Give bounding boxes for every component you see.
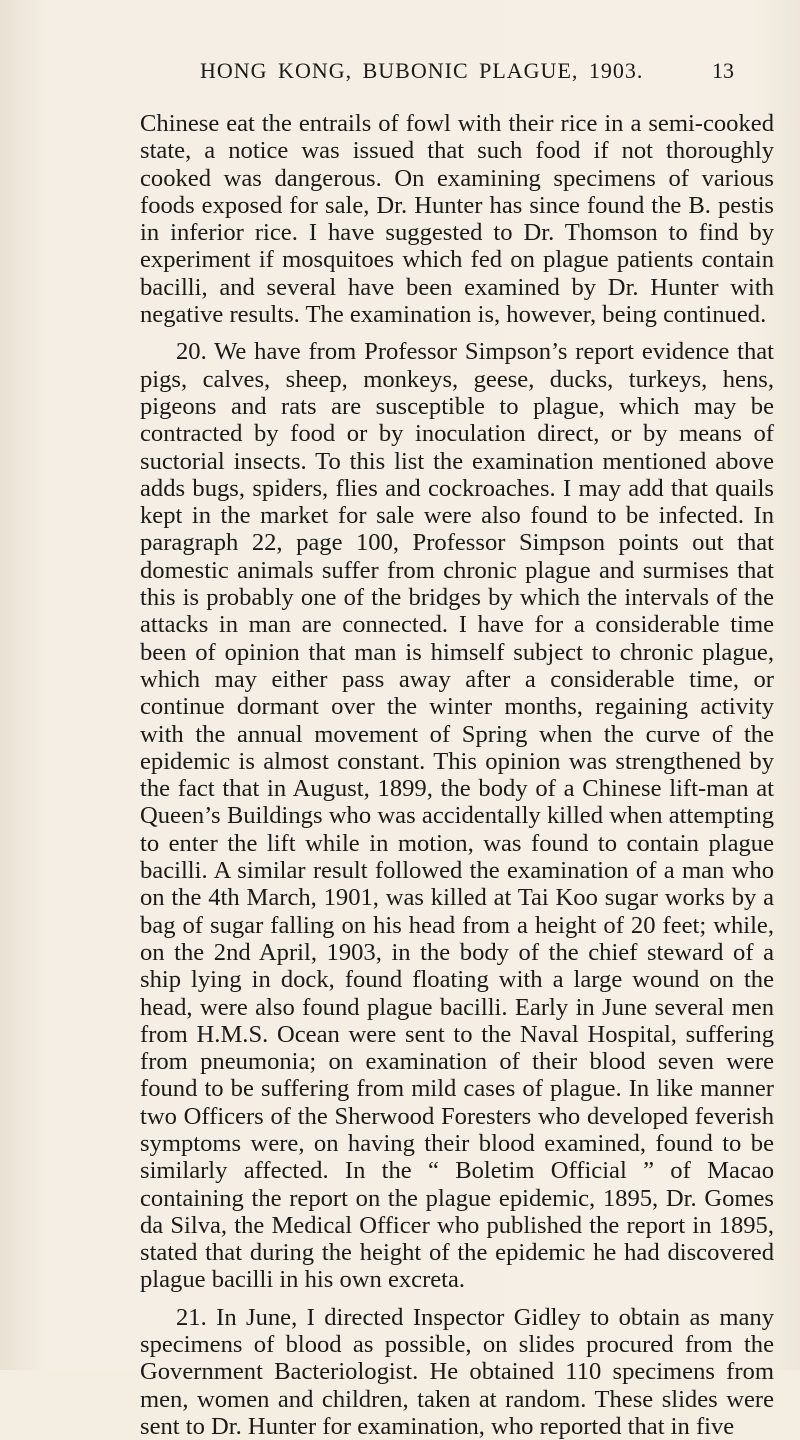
body-text bbox=[140, 110, 774, 1440]
running-title: HONG KONG, BUBONIC PLAGUE, 1903. bbox=[200, 58, 644, 83]
page-number: 13 bbox=[712, 58, 734, 83]
paragraph-20: 20. We have from Professor Simpson’s report evidence that pigs, calves, sheep, monkeys, geese, ducks, turkeys, hens, pigeons and rats are susceptible to plague, which may be contracted by food or by inoculation direct, or by means of suctorial insects. To this list the examination mentioned above adds bugs, spiders, flies and cockroaches. I may add that quails kept in the market for sale were also found to be infected. In paragraph 22, page 100, Professor Simpson points out that domestic animals suffer from chronic plague and surmises that this is probably one of the bridges by which the intervals of the attacks in man are connected. I have for a considerable time been of opinion that man is himself subject to chronic plague, which may either pass away after a considerable time, or continue dormant over the winter months, regaining activity with the annual movement of Spring when the curve of the epidemic is almost constant. This opinion was strengthened by the fact that in August, 1899, the body of a Chinese lift-man at Queen’s Buildings who was accidentally killed when attempting to enter the lift while in motion, was found to contain plague bacilli. A similar result followed the examination of a man who on the 4th March, 1901, was killed at Tai Koo sugar works by a bag of sugar falling on his head from a height of 20 feet; while, on the 2nd April, 1903, in the body of the chief steward of a ship lying in dock, found floating with a large wound on the head, were also found plague bacilli. Early in June several men from H.M.S. Ocean were sent to the Naval Hospital, suffering from pneumonia; on examination of their blood seven were found to be suffering from mild cases of plague. In like manner two Officers of the Sherwood Foresters who developed feverish symptoms were, on having their blood examined, found to be similarly affected. In the “ Boletim Official ” of Macao containing the report on the plague epidemic, 1895, Dr. Gomes da Silva, the Medical Officer who published the report in 1895, stated that during the height of the epidemic he had discovered plague bacilli in his own excreta. bbox=[140, 338, 774, 1294]
paragraph-21: 21. In June, I directed Inspector Gidley to obtain as many specimens of blood as possible, on slides procured from the Government Bacteriologist. He obtained 110 specimens from men, women and children, taken at random. These slides were sent to Dr. Hunter for examination, who reported that in five bbox=[140, 1303, 774, 1440]
paragraph-continuation: Chinese eat the entrails of fowl with their rice in a semi-cooked state, a notice was issued that such food if not thoroughly cooked was dangerous. On examining specimens of various foods exposed for sale, Dr. Hunter has since found the B. pestis in inferior rice. I have suggested to Dr. Thomson to find by experiment if mosquitoes which fed on plague patients contain bacilli, and several have been examined by Dr. Hunter with negative results. The examination is, however, being continued. bbox=[140, 110, 774, 329]
